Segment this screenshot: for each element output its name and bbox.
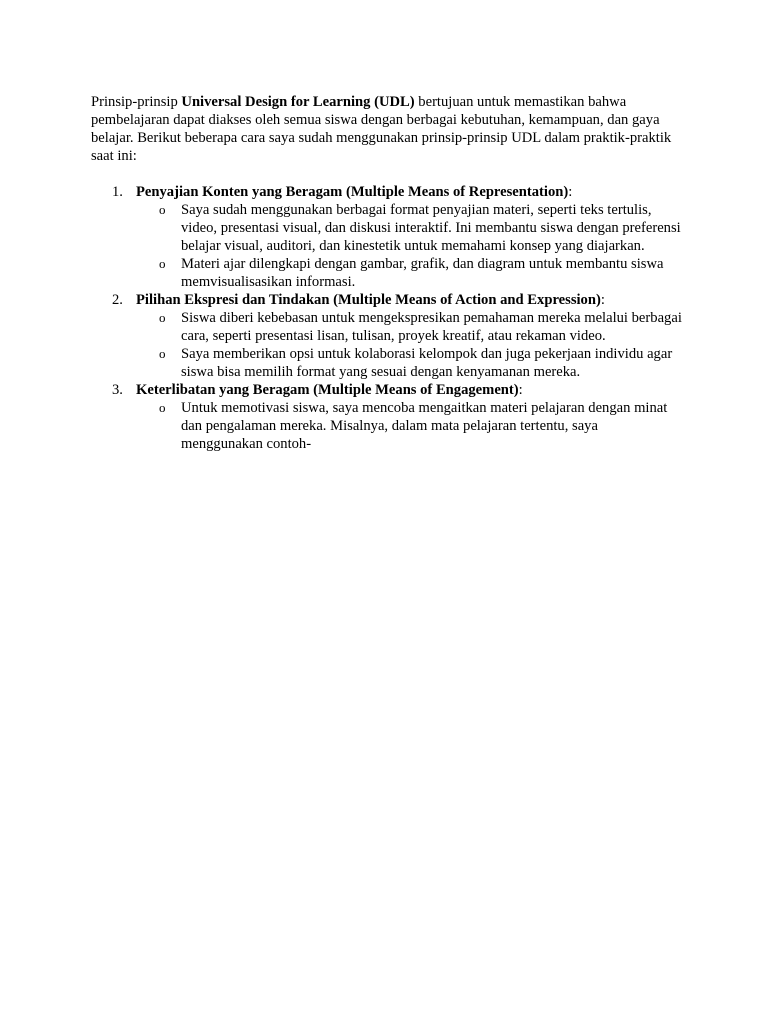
principle-number: 2. [112,292,123,308]
principle-title-suffix: : [568,184,573,200]
detail-item [136,345,683,381]
principle-details-list [136,309,683,381]
principle-number: 1. [112,184,123,200]
detail-text: Saya sudah menggunakan berbagai format penyajian materi, seperti teks tertulis, video, presentasi visual, dan diskusi interaktif. Ini membantu siswa dengan preferensi belajar visual, auditori, dan kinestetik untuk memahami konsep yang diajarkan. [181,202,681,254]
principle-heading [136,291,683,309]
principle-number: 3. [112,382,123,398]
principle-title: Keterlibatan yang Beragam (Multiple Means of Engagement) [136,382,519,398]
detail-text: Untuk memotivasi siswa, saya mencoba mengaitkan materi pelajaran dengan minat dan pengalaman mereka. Misalnya, dalam mata pelajaran tertentu, saya menggunakan contoh- [181,400,668,452]
principle-title: Pilihan Ekspresi dan Tindakan (Multiple Means of Action and Expression) [136,292,601,308]
intro-paragraph [91,93,683,165]
principle-item-3 [91,381,683,453]
bullet-circle-icon: o [159,202,166,217]
intro-prefix: Prinsip-prinsip [91,94,182,110]
detail-item [136,255,683,291]
detail-text: Siswa diberi kebebasan untuk mengekspresikan pemahaman mereka melalui berbagai cara, seperti presentasi lisan, tulisan, proyek kreatif, atau rekaman video. [181,310,682,344]
principle-heading [136,381,683,399]
principle-heading [136,183,683,201]
principle-item-2 [91,291,683,381]
intro-bold-term: Universal Design for Learning (UDL) [181,94,415,110]
detail-item [136,309,683,345]
principle-details-list [136,399,683,453]
bullet-circle-icon: o [159,310,166,325]
intro-suffix: bertujuan untuk memastikan bahwa pembelajaran dapat diakses oleh semua siswa dengan berbagai kebutuhan, kemampuan, dan gaya belajar. Berikut beberapa cara saya sudah menggunakan prinsip-prinsip UDL dalam praktik-praktik saat ini: [91,94,672,164]
bullet-circle-icon: o [159,400,166,415]
bullet-circle-icon: o [159,256,166,271]
principle-item-1 [91,183,683,291]
principle-title: Penyajian Konten yang Beragam (Multiple Means of Representation) [136,184,569,200]
detail-text: Materi ajar dilengkapi dengan gambar, grafik, dan diagram untuk membantu siswa memvisualisasikan informasi. [181,256,664,290]
detail-item [136,399,683,453]
udl-principles-list [91,183,683,453]
document-page [91,93,683,453]
bullet-circle-icon: o [159,346,166,361]
principle-details-list [136,201,683,291]
detail-text: Saya memberikan opsi untuk kolaborasi kelompok dan juga pekerjaan individu agar siswa bisa memilih format yang sesuai dengan kenyamanan mereka. [181,346,673,380]
principle-title-suffix: : [518,382,523,398]
detail-item [136,201,683,255]
principle-title-suffix: : [600,292,605,308]
